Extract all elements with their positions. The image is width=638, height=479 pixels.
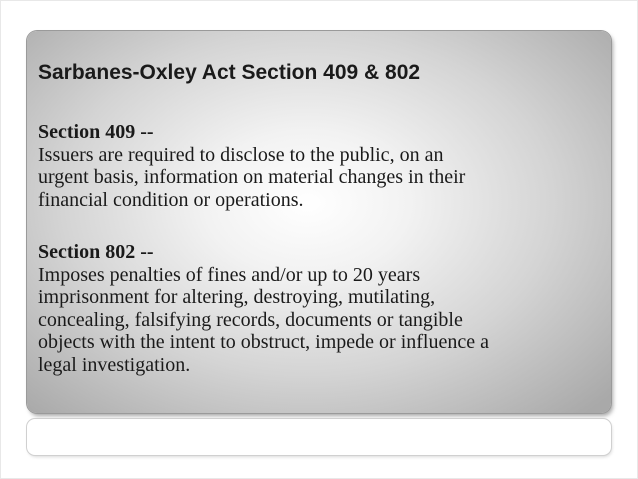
section-802-line: imprisonment for altering, destroying, mutilating,	[38, 286, 436, 308]
section-409-heading: Section 409 --	[38, 121, 154, 143]
section-802-line: Imposes penalties of fines and/or up to 20 years	[38, 263, 421, 286]
section-802-line: concealing, falsifying records, documents or tangible	[38, 308, 463, 331]
slide-title: Sarbanes-Oxley Act Section 409 & 802	[38, 61, 421, 84]
section-409-line: financial condition or operations.	[38, 188, 304, 211]
footer-bar	[27, 419, 611, 455]
section-409-line: urgent basis, information on material changes in their	[38, 166, 466, 188]
section-802-line: objects with the intent to obstruct, impede or influence a	[38, 331, 489, 353]
section-409-line: Issuers are required to disclose to the public, on an	[38, 143, 444, 166]
section-802-heading: Section 802 --	[38, 241, 154, 263]
section-802	[38, 241, 608, 376]
section-802-line: legal investigation.	[38, 353, 191, 376]
section-409	[38, 121, 608, 211]
